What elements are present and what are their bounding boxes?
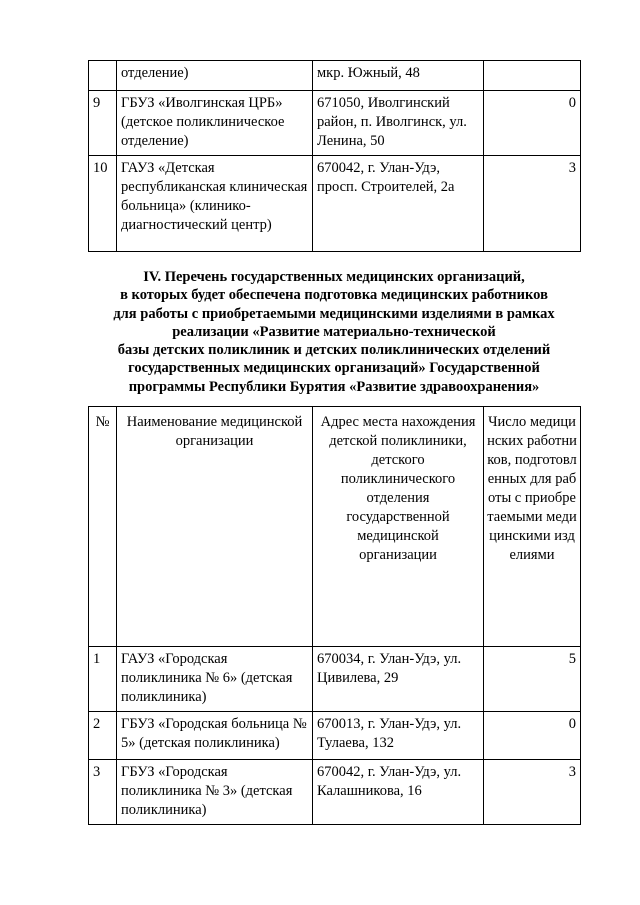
row-number: 9	[89, 91, 117, 156]
row-number: 10	[89, 156, 117, 252]
organization-name: отделение)	[117, 61, 313, 91]
heading-line: IV. Перечень государственных медицинских организаций,	[143, 269, 525, 285]
staff-count: 5	[484, 647, 581, 712]
organization-name: ГБУЗ «Иволгинская ЦРБ» (детское поликлиническое отделение)	[117, 91, 313, 156]
organization-address: 671050, Иволгинский район, п. Иволгинск, ул. Ленина, 50	[313, 91, 484, 156]
table-row	[89, 61, 581, 91]
heading-line: реализации «Развитие материально-технической	[172, 323, 496, 340]
organization-name: ГАУЗ «Детская республиканская клиническая больница» (клинико-диагностический центр)	[117, 156, 313, 252]
row-number	[89, 61, 117, 91]
row-number: 1	[89, 647, 117, 712]
heading-line: программы Республики Бурятия «Развитие здравоохранения»	[128, 378, 540, 395]
table-row	[89, 760, 581, 825]
staff-count: 0	[484, 91, 581, 156]
organization-name: ГБУЗ «Городская больница № 5» (детская поликлиника)	[117, 712, 313, 760]
heading-line: базы детских поликлиник и детских поликлинических отделений	[117, 342, 551, 359]
table-row	[89, 91, 581, 156]
row-number: 2	[89, 712, 117, 760]
table-row	[89, 712, 581, 760]
column-header-name: Наименование медицинской организации	[117, 407, 313, 647]
row-number: 3	[89, 760, 117, 825]
staff-count	[484, 61, 581, 91]
organization-name: ГАУЗ «Городская поликлиника № 6» (детская поликлиника)	[117, 647, 313, 712]
column-header-count: Число медицинских работников, подготовленных для работы с приобретаемыми медицинскими изделиями	[484, 407, 581, 647]
staff-count: 3	[484, 156, 581, 252]
column-header-number: №	[89, 407, 117, 647]
organization-address: мкр. Южный, 48	[313, 61, 484, 91]
continuation-table	[88, 60, 581, 252]
table-row	[89, 647, 581, 712]
organization-address: 670042, г. Улан-Удэ, ул. Калашникова, 16	[313, 760, 484, 825]
table-row	[89, 156, 581, 252]
organizations-table	[88, 406, 581, 825]
table-header-row	[89, 407, 581, 647]
heading-line: государственных медицинских организаций» Государственной	[128, 360, 540, 377]
staff-count: 3	[484, 760, 581, 825]
organization-name: ГБУЗ «Городская поликлиника № 3» (детская поликлиника)	[117, 760, 313, 825]
column-header-address: Адрес места нахождения детской поликлиники, детского поликлинического отделения государственной медицинской организации	[313, 407, 484, 647]
heading-line: в которых будет обеспечена подготовка медицинских работников	[120, 287, 548, 304]
organization-address: 670034, г. Улан-Удэ, ул. Цивилева, 29	[313, 647, 484, 712]
heading-line: для работы с приобретаемыми медицинскими изделиями в рамках	[113, 305, 555, 322]
organization-address: 670013, г. Улан-Удэ, ул. Тулаева, 132	[313, 712, 484, 760]
section-heading	[70, 268, 598, 396]
staff-count: 0	[484, 712, 581, 760]
organization-address: 670042, г. Улан-Удэ, просп. Строителей, 2а	[313, 156, 484, 252]
